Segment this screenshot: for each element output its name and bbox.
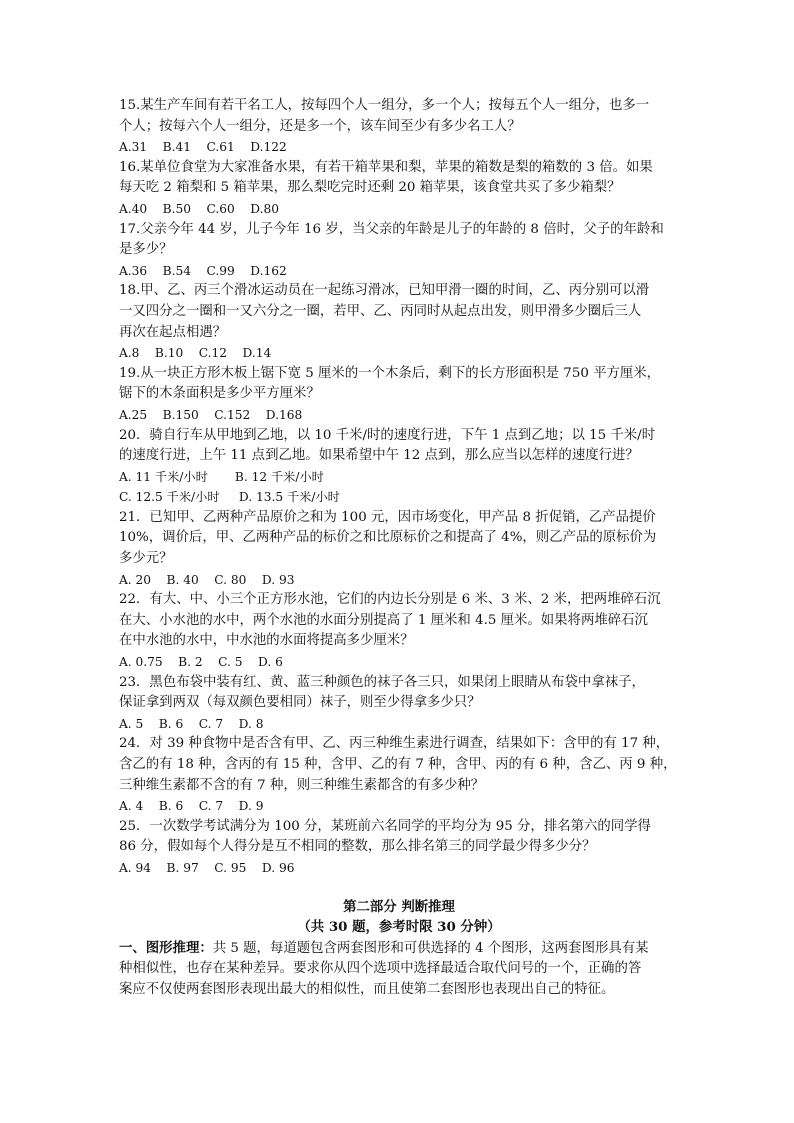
question-text-line: 21．已知甲、乙两种产品原价之和为 100 元，因市场变化，甲产品 8 折促销，乙产品提价 xyxy=(119,509,656,525)
question-block xyxy=(119,590,679,672)
question-text-line: 22．有大、中、小三个正方形水池，它们的内边长分别是 6 米、3 米、2 米，把两堆碎石沉 xyxy=(119,592,661,608)
answer-options: C. 12.5 千米/小时 D. 13.5 千米/小时 xyxy=(119,490,340,505)
part-two xyxy=(119,897,679,1001)
question-text-line: 多少元？ xyxy=(119,551,173,567)
question-block xyxy=(119,220,679,282)
question-text-line: 20．骑自行车从甲地到乙地，以 10 千米/时的速度行进，下午 1 点到乙地；以 15 千米/时 xyxy=(119,427,656,443)
answer-options: A.36 B.54 C.99 D.162 xyxy=(119,263,287,278)
question-text-line: 每天吃 2 箱梨和 5 箱苹果，那么梨吃完时还剩 20 箱苹果，该食堂共买了多少箱梨？ xyxy=(119,180,621,196)
answer-options: A. 0.75 B. 2 C. 5 D. 6 xyxy=(119,655,283,670)
question-text-line: 15.某生产车间有若干名工人，按每四个人一组分，多一个人；按每五个人一组分，也多一 xyxy=(119,98,650,113)
question-text-line: 在大、小水池的水中，两个水池的水面分别提高了 1 厘米和 4.5 厘米。如果将两堆碎石沉 xyxy=(119,612,648,628)
question-text-line: 17.父亲今年 44 岁，儿子今年 16 岁，当父亲的年龄是儿子的年龄的 8 倍时，父子的年龄和 xyxy=(119,221,664,237)
question-text-line: 三种维生素都不含的有 7 种，则三种维生素都含的有多少种？ xyxy=(119,777,485,793)
question-text-line: 是多少？ xyxy=(119,242,173,258)
question-text-line: 再次在起点相遇？ xyxy=(119,324,227,340)
question-text-line: 23．黑色布袋中装有红、黄、蓝三种颜色的袜子各三只，如果闭上眼睛从布袋中拿袜子， xyxy=(119,674,645,690)
answer-options: A. 4 B. 6 C. 7 D. 9 xyxy=(119,799,264,814)
question-text-line: 86 分，假如每个人得分是互不相同的整数，那么排名第三的同学最少得多少分？ xyxy=(119,839,596,855)
question-block xyxy=(119,96,679,158)
document-page xyxy=(119,96,679,1001)
question-text-line: 个人；按每六个人一组分，还是多一个，该车间至少有多少名工人？ xyxy=(119,118,521,134)
question-text-line: 18.甲、乙、丙三个滑冰运动员在一起练习滑冰，已知甲滑一圈的时间，乙、丙分别可以滑 xyxy=(119,283,650,299)
question-text-line: 的速度行进，上午 11 点到乙地。如果希望中午 12 点到，那么应当以怎样的速度行进？ xyxy=(119,448,639,464)
part-two-title: 第二部分 判断推理 xyxy=(343,898,455,915)
question-text-line: 锯下的木条面积是多少平方厘米？ xyxy=(119,386,320,402)
question-text-line: 含乙的有 18 种，含丙的有 15 种，含甲、乙的有 7 种，含甲、丙的有 6 种，含乙、丙 9 种， xyxy=(119,757,677,772)
question-block xyxy=(119,734,679,816)
question-text-line: 24．对 39 种食物中是否含有甲、乙、丙三种维生素进行调查，结果如下：含甲的有 17 种， xyxy=(119,736,670,752)
question-block xyxy=(119,673,679,735)
question-block xyxy=(119,426,679,508)
answer-options: A.31 B.41 C.61 D.122 xyxy=(119,140,287,155)
section-intro-line-1 xyxy=(119,938,679,960)
question-block xyxy=(119,281,679,363)
question-list xyxy=(119,96,679,879)
question-block xyxy=(119,817,679,879)
section-label: 一、图形推理： xyxy=(119,939,213,956)
question-text-line: 25．一次数学考试满分为 100 分，某班前六名同学的平均分为 95 分，排名第六的同学得 xyxy=(119,818,651,834)
question-text-line: 一又四分之一圈和一又六分之一圈，若甲、乙、丙同时从起点出发，则甲滑多少圈后三人 xyxy=(119,303,642,319)
answer-options: A. 5 B. 6 C. 7 D. 8 xyxy=(119,716,264,731)
answer-options: A. 94 B. 97 C. 95 D. 96 xyxy=(119,860,295,875)
question-block xyxy=(119,364,679,426)
question-block xyxy=(119,158,679,220)
question-text-line: 保证拿到两双（每双颜色要相同）袜子，则至少得拿多少只？ xyxy=(119,695,481,711)
question-text-line: 16.某单位食堂为大家准备水果，有若干箱苹果和梨，苹果的箱数是梨的箱数的 3 倍。如果 xyxy=(119,159,653,175)
question-text-line: 在中水池的水中，中水池的水面将提高多少厘米？ xyxy=(119,633,414,649)
answer-options: A.40 B.50 C.60 D.80 xyxy=(119,201,280,216)
section-intro-text: 共 5 题，每道题包含两套图形和可供选择的 4 个图形，这两套图形具有某 xyxy=(212,940,649,956)
question-block xyxy=(119,508,679,590)
section-intro-line-3: 案应不仅使两套图形表现出最大的相似性，而且使第二套图形也表现出自己的特征。 xyxy=(119,981,615,997)
answer-options: A.8 B.10 C.12 D.14 xyxy=(119,346,272,361)
question-text-line: 19.从一块正方形木板上锯下宽 5 厘米的一个木条后，剩下的长方形面积是 750 平方厘米， xyxy=(119,365,661,381)
answer-options: A.25 B.150 C.152 D.168 xyxy=(119,407,303,422)
part-two-subtitle: （共 30 题，参考时限 30 分钟） xyxy=(297,919,501,936)
answer-options: A. 11 千米/小时 B. 12 千米/小时 xyxy=(119,469,324,484)
section-intro-line-2: 种相似性，也存在某种差异。要求你从四个选项中选择最适合取代问号的一个，正确的答 xyxy=(119,961,642,977)
question-text-line: 10%，调价后，甲、乙两种产品的标价之和比原标价之和提高了 4%，则乙产品的原标价为 xyxy=(119,530,657,546)
answer-options: A. 20 B. 40 C. 80 D. 93 xyxy=(119,572,295,587)
